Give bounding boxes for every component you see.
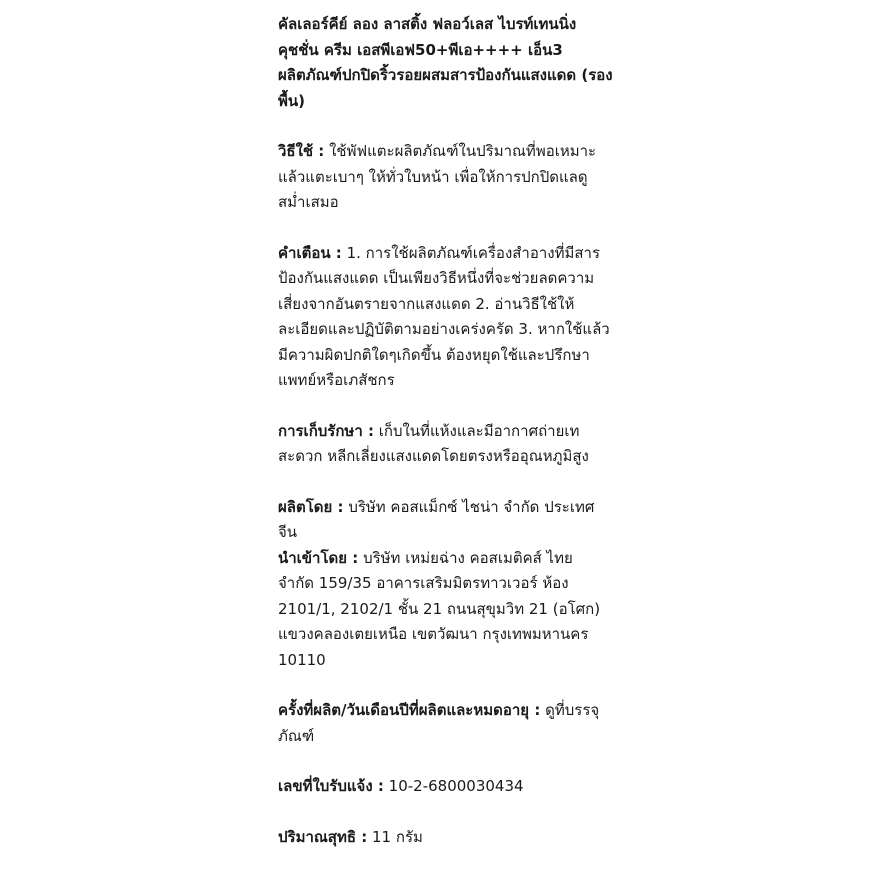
manufacturer-section <box>278 495 613 546</box>
usage-section <box>278 139 613 216</box>
notification-number: 10-2-6800030434 <box>388 777 524 795</box>
warning-section <box>278 241 613 394</box>
production-section <box>278 698 613 749</box>
storage-section <box>278 419 613 470</box>
warning-label: คำเตือน : <box>278 243 342 262</box>
usage-label: วิธีใช้ : <box>278 142 325 160</box>
product-title: คัลเลอร์คีย์ ลอง ลาสติ้ง ฟลอว์เลส ไบรท์เทนนิ่ง คุชชั่น ครีม เอสพีเอฟ50+พีเอ++++ เอ็น3 ผลิตภัณฑ์ปกปิดริ้วรอยผสมสารป้องกันแสงแดด (รองพื้น) <box>278 15 613 110</box>
notification-section <box>278 774 613 800</box>
net-content-value: 11 กรัม <box>372 827 423 846</box>
storage-text: เก็บในที่แห้งและมีอากาศถ่ายเทสะดวก หลีกเลี่ยงแสงแดดโดยตรงหรืออุณหภูมิสูง <box>278 421 589 465</box>
manufacturer-label: ผลิตโดย : <box>278 497 344 516</box>
net-content-label: ปริมาณสุทธิ : <box>278 827 368 846</box>
product-label-text <box>278 12 613 875</box>
importer-text: บริษัท เหม่ยฉ่าง คอสเมติคส์ ไทย จำกัด 159/35 อาคารเสริมมิตรทาวเวอร์ ห้อง 2101/1, 2102/1 ชั้น 21 ถนนสุขุมวิท 21 (อโศก) แขวงคลองเตยเหนือ เขตวัฒนา กรุงเทพมหานคร 10110 <box>278 548 601 669</box>
importer-label: นำเข้าโดย : <box>278 548 359 567</box>
importer-section <box>278 546 613 674</box>
manufacturer-text: บริษัท คอสแม็กซ์ ไชน่า จำกัด ประเทศจีน <box>278 497 595 541</box>
warning-text: 1. การใช้ผลิตภัณฑ์เครื่องสำอางที่มีสารป้องกันแสงแดด เป็นเพียงวิธีหนึ่งที่จะช่วยลดความเสี่ยงจากอันตรายจากแสงแดด 2. อ่านวิธีใช้ให้ละเอียดและปฏิบัติตามอย่างเคร่งครัด 3. หากใช้แล้วมีความผิดปกติใดๆเกิดขึ้น ต้องหยุดใช้และปรึกษาแพทย์หรือเภสัชกร <box>278 243 610 389</box>
production-text: ดูที่บรรจุภัณฑ์ <box>278 701 600 745</box>
usage-text: ใช้พัฟแตะผลิตภัณฑ์ในปริมาณที่พอเหมาะแล้วแตะเบาๆ ให้ทั่วใบหน้า เพื่อให้การปกปิดแลดูสม่ำเสมอ <box>278 142 597 211</box>
net-content-section <box>278 825 613 851</box>
production-label: ครั้งที่ผลิต/วันเดือนปีที่ผลิตและหมดอายุ : <box>278 701 541 719</box>
storage-label: การเก็บรักษา : <box>278 421 374 440</box>
notification-label: เลขที่ใบรับแจ้ง : <box>278 777 384 795</box>
